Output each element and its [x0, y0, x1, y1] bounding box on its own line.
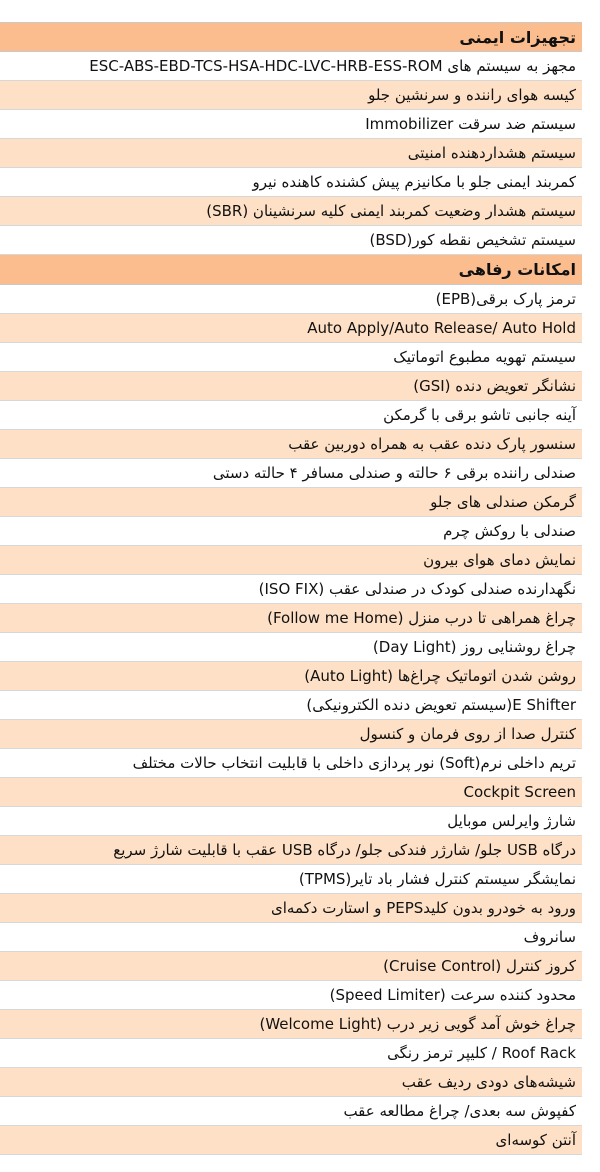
section-header-comfort: امکانات رفاهی [0, 255, 582, 285]
spec-row: مجهز به سیستم های ESC-ABS-EBD-TCS-HSA-HDC-LVC-HRB-ESS-ROM [0, 52, 582, 81]
spec-row: کنترل صدا از روی فرمان و کنسول [0, 720, 582, 749]
spec-row: روشن شدن اتوماتیک چراغ‌ها (Auto Light) [0, 662, 582, 691]
spec-row: سیستم تشخیص نقطه کور(BSD) [0, 226, 582, 255]
spec-row: صندلی راننده برقی ۶ حالته و صندلی مسافر ۴ حالته دستی [0, 459, 582, 488]
spec-row: شارژ وایرلس موبایل [0, 807, 582, 836]
spec-row: کیسه هوای راننده و سرنشین جلو [0, 81, 582, 110]
spec-row: نگهدارنده صندلی کودک در صندلی عقب (ISO FIX) [0, 575, 582, 604]
spec-row: نمایش دمای هوای بیرون [0, 546, 582, 575]
spec-row: چراغ روشنایی روز (Day Light) [0, 633, 582, 662]
spec-row: Roof Rack / کلیپر ترمز رنگی [0, 1039, 582, 1068]
spec-table [0, 22, 582, 1155]
spec-row: کفپوش سه بعدی/ چراغ مطالعه عقب [0, 1097, 582, 1126]
spec-row: سنسور پارک دنده عقب به همراه دوربین عقب [0, 430, 582, 459]
spec-row: نشانگر تعویض دنده (GSI) [0, 372, 582, 401]
spec-row: آنتن کوسه‌ای [0, 1126, 582, 1155]
spec-row: Auto Apply/Auto Release/ Auto Hold [0, 314, 582, 343]
spec-row: سیستم ضد سرقت Immobilizer [0, 110, 582, 139]
spec-row: صندلی با روکش چرم [0, 517, 582, 546]
spec-row: نمایشگر سیستم کنترل فشار باد تایر(TPMS) [0, 865, 582, 894]
section-header-safety: تجهیزات ایمنی [0, 22, 582, 52]
spec-row: سیستم تهویه مطبوع اتوماتیک [0, 343, 582, 372]
spec-row: کروز کنترل (Cruise Control) [0, 952, 582, 981]
spec-row: Cockpit Screen [0, 778, 582, 807]
spec-row: تریم داخلی نرم(Soft) نور پردازی داخلی با قابلیت انتخاب حالات مختلف [0, 749, 582, 778]
spec-row: سانروف [0, 923, 582, 952]
spec-row: سیستم هشداردهنده امنیتی [0, 139, 582, 168]
spec-row: شیشه‌های دودی ردیف عقب [0, 1068, 582, 1097]
spec-row: آینه جانبی تاشو برقی با گرمکن [0, 401, 582, 430]
spec-row: چراغ خوش آمد گویی زیر درب (Welcome Light) [0, 1010, 582, 1039]
spec-row: محدود کننده سرعت (Speed Limiter) [0, 981, 582, 1010]
spec-row: ترمز پارک برقی(EPB) [0, 285, 582, 314]
spec-row: کمربند ایمنی جلو با مکانیزم پیش کشنده کاهنده نیرو [0, 168, 582, 197]
spec-row: درگاه USB جلو/ شارژر فندکی جلو/ درگاه USB عقب با قابلیت شارژ سریع [0, 836, 582, 865]
spec-row: گرمکن صندلی های جلو [0, 488, 582, 517]
spec-row: سیستم هشدار وضعیت کمربند ایمنی کلیه سرنشینان (SBR) [0, 197, 582, 226]
spec-row: E Shifter(سیستم تعویض دنده الکترونیکی) [0, 691, 582, 720]
spec-row: ورود به خودرو بدون کلیدPEPS و استارت دکمه‌ای [0, 894, 582, 923]
spec-row: چراغ همراهی تا درب منزل (Follow me Home) [0, 604, 582, 633]
